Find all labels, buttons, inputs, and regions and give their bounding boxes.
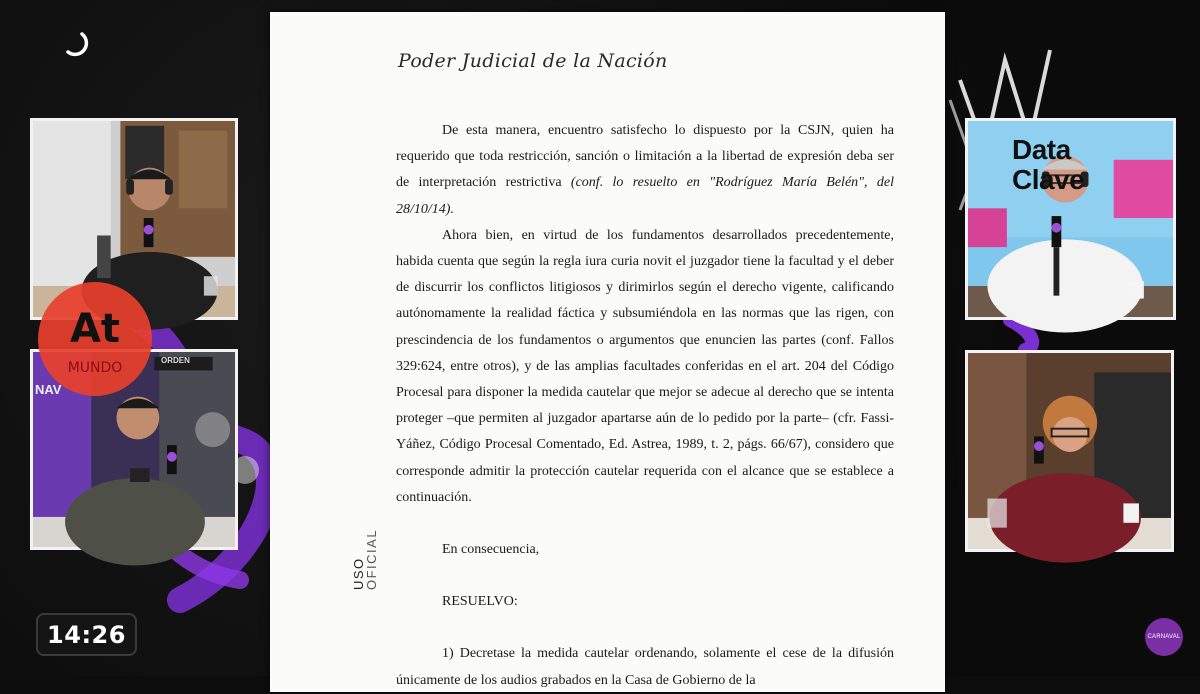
stamp-line-1: USO — [351, 557, 366, 590]
logo-text: At — [69, 306, 121, 352]
document-paragraph-3: En consecuencia, — [442, 542, 540, 558]
document-header: Poder Judicial de la Nación — [398, 50, 668, 72]
uso-oficial-stamp — [351, 498, 379, 590]
paragraph-1-citation: (conf. lo resuelto en "Rodríguez María Belén", del 28/10/14). — [396, 175, 894, 217]
camera-panel-host-4 — [965, 350, 1174, 552]
logo-subtext: MUNDO — [67, 360, 123, 376]
document-paragraph-1 — [396, 118, 894, 223]
video-feed-host-4 — [968, 353, 1171, 549]
stamp-line-2: OFICIAL — [364, 528, 379, 590]
loading-icon — [60, 28, 90, 58]
clock-display: 14:26 — [36, 613, 137, 656]
channel-logo — [36, 280, 154, 398]
document-paragraph-5: 1) Decretase la medida cautelar ordenando, solamente el cese de la difusión únicamente de los audios grabados en la Casa de Gobierno de la — [396, 646, 894, 688]
document-body — [396, 118, 894, 694]
background-sign-data-clave: Data Clave — [1012, 134, 1085, 195]
document-paragraph-4: RESUELVO: — [442, 594, 518, 610]
background-sign-orden: ORDEN — [161, 356, 190, 365]
channel-watermark: CARNAVAL — [1145, 618, 1183, 656]
document-paragraph-2: Ahora bien, en virtud de los fundamentos desarrollados precedentemente, habida cuenta que según la regla iura curia novit el juzgador tiene la facultad y el deber de discurrir los conflictos litigiosos y dirimirlos según el derecho vigente, calificando autónomamente la realidad fáctica y subsumiéndola en las normas que las rigen, con prescindencia de los fundamentos o argumentos que enuncien las partes (conf. Fallos 329:624, entre otros), y de las amplias facultades conferidas en el art. 204 del Código Procesal para disponer la medida cautelar que mejor se adecue al derecho que se intenta proteger –que permiten al juzgador apartarse aún de lo pedido por la parte– (cfr. Fassi-Yáñez, Código Procesal Comentado, Ed. Astrea, 1989, t. 2, págs. 66/67), considero que corresponde admitir la protección cautelar requerida con el alcance que se establece a continuación. — [396, 227, 894, 505]
court-document — [270, 12, 945, 692]
background-sign-nav: NAV — [35, 382, 62, 397]
camera-panel-host-3 — [965, 118, 1176, 320]
paragraph-1-text: De esta manera, encuentro satisfecho lo dispuesto por la CSJN, quien ha requerido que toda restricción, sanción o limitación a la libertad de expresión deba ser de interpretación restrictiva — [396, 123, 894, 191]
